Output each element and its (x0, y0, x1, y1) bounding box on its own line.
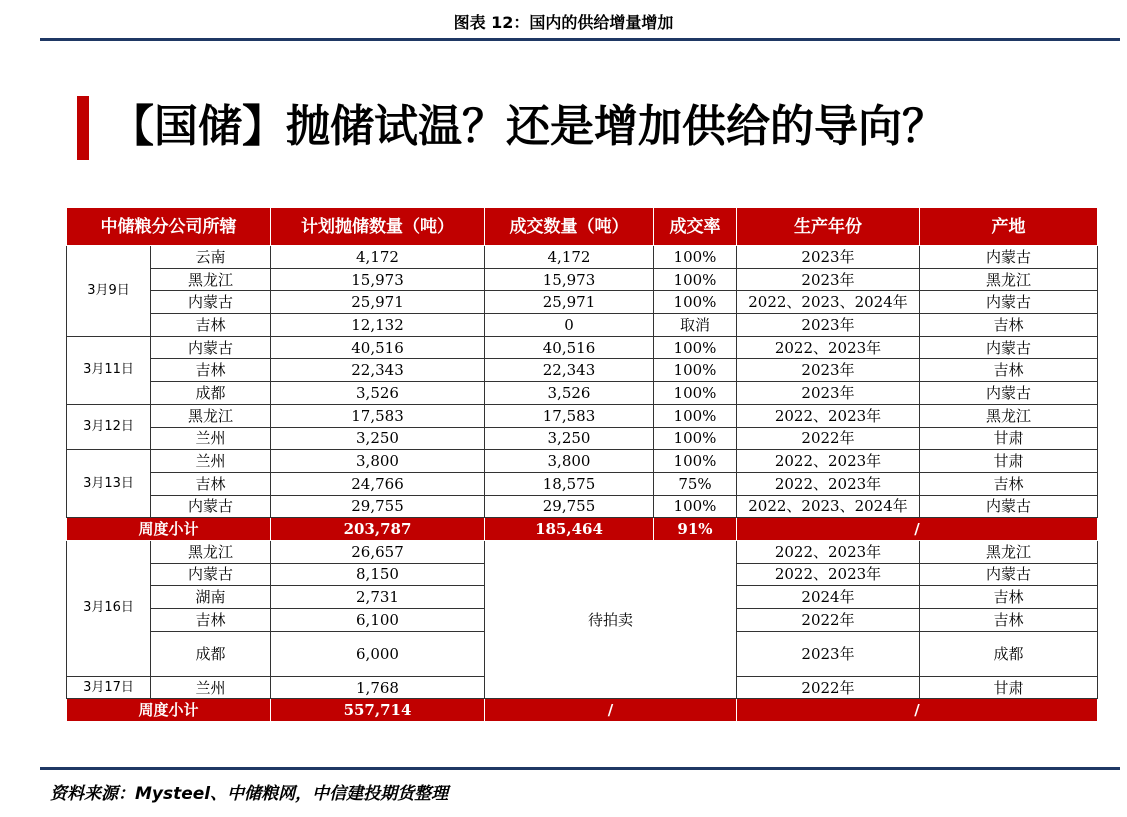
origin-cell: 内蒙古 (920, 563, 1098, 586)
plan-cell: 25,971 (271, 291, 485, 314)
table-row (67, 382, 1098, 405)
branch-cell: 吉林 (151, 609, 271, 632)
origin-cell: 甘肃 (920, 427, 1098, 450)
branch-cell: 内蒙古 (151, 563, 271, 586)
table-row (67, 472, 1098, 495)
plan-cell: 26,657 (271, 540, 485, 563)
year-cell: 2022、2023年 (737, 472, 920, 495)
plan-cell: 3,526 (271, 382, 485, 405)
deal-cell: 22,343 (485, 359, 654, 382)
plan-cell: 2,731 (271, 586, 485, 609)
deal-cell: 3,526 (485, 382, 654, 405)
year-cell: 2022、2023年 (737, 540, 920, 563)
year-cell: 2022、2023、2024年 (737, 291, 920, 314)
year-cell: 2022、2023年 (737, 336, 920, 359)
year-cell: 2023年 (737, 631, 920, 676)
pending-auction-cell: 待拍卖 (485, 540, 737, 698)
plan-cell: 6,000 (271, 631, 485, 676)
rate-cell: 100% (654, 291, 737, 314)
subtotal-slash: / (737, 518, 1098, 541)
plan-cell: 3,250 (271, 427, 485, 450)
deal-cell: 4,172 (485, 246, 654, 269)
year-cell: 2023年 (737, 359, 920, 382)
plan-cell: 12,132 (271, 314, 485, 337)
plan-cell: 1,768 (271, 676, 485, 699)
subtotal-label: 周度小计 (67, 699, 271, 722)
subtotal-deal: 185,464 (485, 518, 654, 541)
rate-cell: 100% (654, 359, 737, 382)
header-year: 生产年份 (737, 208, 920, 246)
subtotal-plan: 203,787 (271, 518, 485, 541)
branch-cell: 内蒙古 (151, 495, 271, 518)
headline-accent-bar (77, 96, 89, 160)
deal-cell: 0 (485, 314, 654, 337)
origin-cell: 吉林 (920, 586, 1098, 609)
origin-cell: 内蒙古 (920, 382, 1098, 405)
branch-cell: 成都 (151, 382, 271, 405)
subtotal-label: 周度小计 (67, 518, 271, 541)
branch-cell: 内蒙古 (151, 291, 271, 314)
deal-cell: 3,800 (485, 450, 654, 473)
deal-cell: 18,575 (485, 472, 654, 495)
branch-cell: 吉林 (151, 314, 271, 337)
year-cell: 2022年 (737, 609, 920, 632)
table-row (67, 359, 1098, 382)
origin-cell: 内蒙古 (920, 291, 1098, 314)
origin-cell: 内蒙古 (920, 336, 1098, 359)
plan-cell: 8,150 (271, 563, 485, 586)
subtotal-slash-year: / (737, 699, 1098, 722)
origin-cell: 甘肃 (920, 676, 1098, 699)
year-cell: 2022年 (737, 676, 920, 699)
header-plan: 计划抛储数量（吨） (271, 208, 485, 246)
plan-cell: 15,973 (271, 268, 485, 291)
figure-title: 图表 12：国内的供给增量增加 (453, 13, 674, 32)
rate-cell: 100% (654, 495, 737, 518)
year-cell: 2024年 (737, 586, 920, 609)
origin-cell: 内蒙古 (920, 495, 1098, 518)
auction-table (66, 207, 1098, 722)
header-origin: 产地 (920, 208, 1098, 246)
date-cell: 3月12日 (67, 404, 151, 449)
branch-cell: 吉林 (151, 359, 271, 382)
plan-cell: 40,516 (271, 336, 485, 359)
table-row (67, 336, 1098, 359)
year-cell: 2023年 (737, 382, 920, 405)
subtotal-plan: 557,714 (271, 699, 485, 722)
origin-cell: 甘肃 (920, 450, 1098, 473)
table-row (67, 427, 1098, 450)
table-header-row (67, 208, 1098, 246)
branch-cell: 黑龙江 (151, 404, 271, 427)
subtotal-row (67, 518, 1098, 541)
table-row (67, 246, 1098, 269)
origin-cell: 吉林 (920, 359, 1098, 382)
plan-cell: 4,172 (271, 246, 485, 269)
branch-cell: 黑龙江 (151, 268, 271, 291)
plan-cell: 17,583 (271, 404, 485, 427)
year-cell: 2022年 (737, 427, 920, 450)
table-row (67, 450, 1098, 473)
branch-cell: 内蒙古 (151, 336, 271, 359)
rate-cell: 100% (654, 246, 737, 269)
year-cell: 2022、2023年 (737, 563, 920, 586)
date-cell: 3月16日 (67, 540, 151, 676)
rate-cell: 100% (654, 404, 737, 427)
rate-cell: 100% (654, 427, 737, 450)
year-cell: 2022、2023年 (737, 450, 920, 473)
top-rule (40, 38, 1120, 41)
branch-cell: 兰州 (151, 676, 271, 699)
bottom-rule (40, 767, 1120, 770)
plan-cell: 6,100 (271, 609, 485, 632)
plan-cell: 29,755 (271, 495, 485, 518)
date-cell: 3月9日 (67, 246, 151, 337)
origin-cell: 成都 (920, 631, 1098, 676)
branch-cell: 兰州 (151, 427, 271, 450)
origin-cell: 内蒙古 (920, 246, 1098, 269)
subtotal-slash-deal: / (485, 699, 737, 722)
rate-cell: 100% (654, 382, 737, 405)
plan-cell: 3,800 (271, 450, 485, 473)
branch-cell: 黑龙江 (151, 540, 271, 563)
origin-cell: 黑龙江 (920, 404, 1098, 427)
deal-cell: 40,516 (485, 336, 654, 359)
origin-cell: 黑龙江 (920, 540, 1098, 563)
year-cell: 2023年 (737, 246, 920, 269)
rate-cell: 100% (654, 268, 737, 291)
plan-cell: 24,766 (271, 472, 485, 495)
date-cell: 3月17日 (67, 676, 151, 699)
deal-cell: 15,973 (485, 268, 654, 291)
branch-cell: 吉林 (151, 472, 271, 495)
branch-cell: 成都 (151, 631, 271, 676)
year-cell: 2023年 (737, 314, 920, 337)
branch-cell: 兰州 (151, 450, 271, 473)
branch-cell: 湖南 (151, 586, 271, 609)
branch-cell: 云南 (151, 246, 271, 269)
date-cell: 3月11日 (67, 336, 151, 404)
origin-cell: 吉林 (920, 314, 1098, 337)
deal-cell: 3,250 (485, 427, 654, 450)
origin-cell: 黑龙江 (920, 268, 1098, 291)
subtotal-row (67, 699, 1098, 722)
deal-cell: 29,755 (485, 495, 654, 518)
source-note: 资料来源：Mysteel、中储粮网，中信建投期货整理 (50, 784, 449, 804)
rate-cell: 100% (654, 450, 737, 473)
origin-cell: 吉林 (920, 472, 1098, 495)
table-row (67, 314, 1098, 337)
table-row (67, 404, 1098, 427)
table-row (67, 268, 1098, 291)
header-deal: 成交数量（吨） (485, 208, 654, 246)
headline: 【国储】抛储试温？还是增加供给的导向？ (110, 101, 946, 152)
deal-cell: 25,971 (485, 291, 654, 314)
date-cell: 3月13日 (67, 450, 151, 518)
rate-cell: 取消 (654, 314, 737, 337)
year-cell: 2023年 (737, 268, 920, 291)
table-row (67, 291, 1098, 314)
plan-cell: 22,343 (271, 359, 485, 382)
deal-cell: 17,583 (485, 404, 654, 427)
header-branch: 中储粮分公司所辖 (67, 208, 271, 246)
header-rate: 成交率 (654, 208, 737, 246)
subtotal-rate: 91% (654, 518, 737, 541)
rate-cell: 100% (654, 336, 737, 359)
table-row (67, 540, 1098, 563)
table-row (67, 495, 1098, 518)
rate-cell: 75% (654, 472, 737, 495)
year-cell: 2022、2023、2024年 (737, 495, 920, 518)
origin-cell: 吉林 (920, 609, 1098, 632)
year-cell: 2022、2023年 (737, 404, 920, 427)
